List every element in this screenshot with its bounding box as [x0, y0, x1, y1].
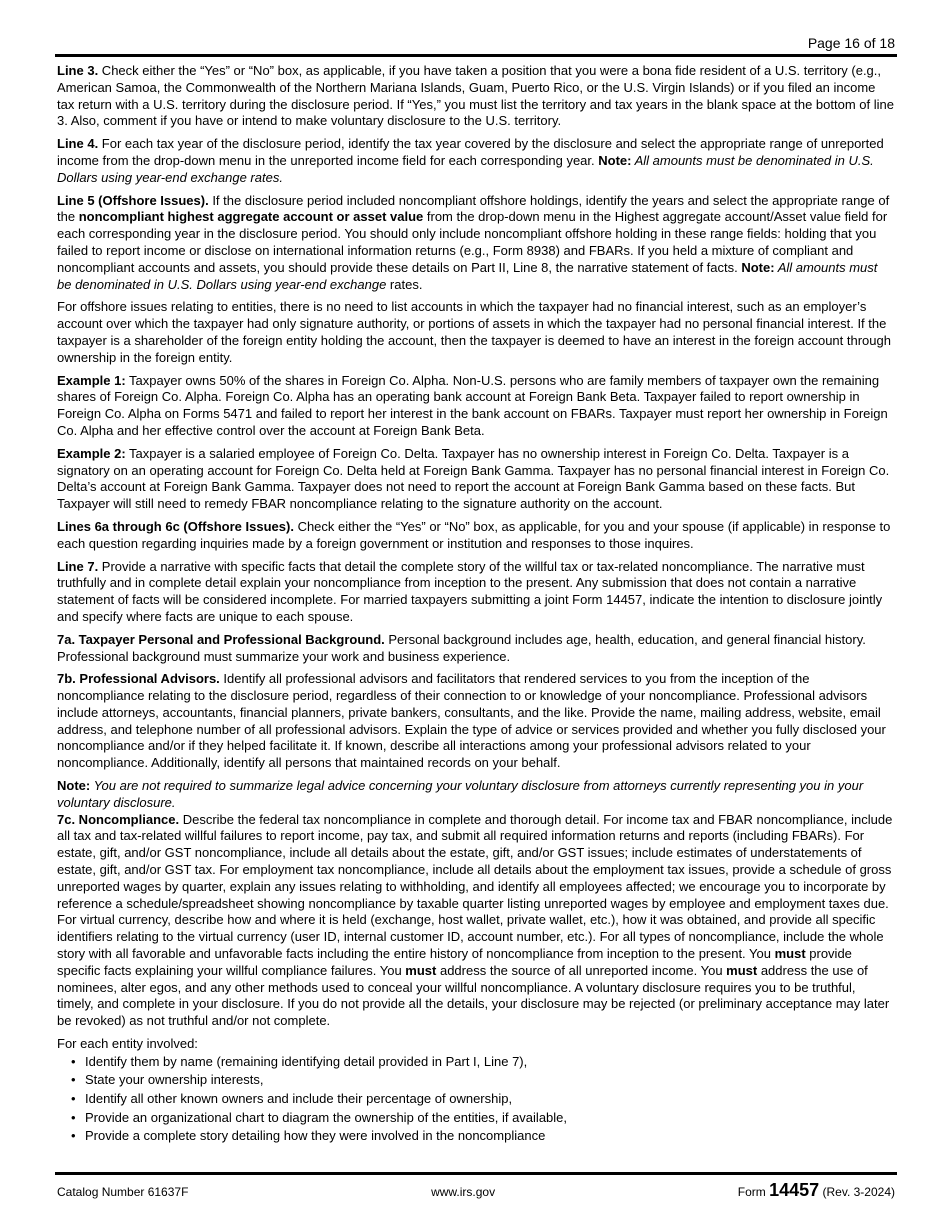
line-7c-paragraph: 7c. Noncompliance. Describe the federal tax noncompliance in complete and thorough detail. For income tax and FBAR noncompliance, include all tax and tax-related willful failures to report income, pay tax, and submit all required information returns and reports (including FBARs). For estate, gift, and/or GST noncompliance, include all details about the estate, gift, and/or GST issues; include estimates of understatements of estate, gift, and/or GST tax. For employment tax noncompliance, include all details about the employment tax issues, provide a schedule of gross unreported wages by quarter, explain any issues relating to withholding, and identify all employees affected; we encourage you to incorporate by reference a schedule/spreadsheet showing noncompliance by taxable quarter listing unreported wages by employee and employment taxes due. For virtual currency, describe how and where it is held (exchange, host wallet, private wallet, etc.), how it was obtained, and provide all specific identifiers relating to the virtual currency (user ID, internal customer ID, account number, etc.). For all types of noncompliance, include the whole story with all favorable and unfavorable facts including the entire history of noncompliance from inception to the present. You must provide specific facts explaining your willful compliance failures. You must address the source of all unreported income. You must address the use of nominees, alter egos, and any other methods used to conceal your willful noncompliance. A voluntary disclosure requires you to be truthful, timely, and complete in your disclosure. If you do not provide all the details, your disclosure may be rejected (or preliminary acceptance may later be revoked) as not truthful and/or not complete.	[57, 811, 893, 1029]
line-7c-heading: 7c. Noncompliance.	[57, 811, 180, 827]
example-2-paragraph: Example 2: Taxpayer is a salaried employee of Foreign Co. Delta. Taxpayer has no ownership interest in Foreign Co. Delta. Taxpayer is a signatory on an operating account for Foreign Co. Delta held at Foreign Bank Gamma. Taxpayer has no personal financial interest in Foreign Co. Delta’s account at Foreign Bank Gamma. Taxpayer does not need to report the account at Foreign Bank Gamma based on these facts. But Taxpayer will still need to remedy FBAR noncompliance relating to the signature authority on the account.	[57, 445, 890, 512]
header-rule	[55, 54, 897, 57]
offshore-entities-paragraph: For offshore issues relating to entities, there is no need to list accounts in which the taxpayer had no financial interest, such as an employer’s account over which the taxpayer had only signature authority, or portions of assets in which the taxpayer had no personal financial interest. If the taxpayer is a shareholder of the foreign entity holding the account, then the taxpayer is deemed to have an interest in the foreign account through ownership in the foreign entity.	[57, 299, 891, 365]
line-7-heading: Line 7.	[57, 558, 99, 574]
example-1-heading: Example 1:	[57, 372, 126, 388]
note-7b-paragraph: Note: You are not required to summarize legal advice concerning your voluntary disclosure from attorneys currently representing you in your voluntary disclosure.	[57, 778, 864, 810]
form-number: 14457	[769, 1180, 820, 1200]
entity-intro: For each entity involved:	[57, 1036, 198, 1052]
list-item: • State your ownership interests,	[71, 1071, 895, 1090]
line-7a-paragraph: 7a. Taxpayer Personal and Professional Background. Personal background includes age, health, education, and general financial history. Professional background must summarize your work and business experience.	[57, 631, 866, 664]
line-4-paragraph: Line 4. For each tax year of the disclosure period, identify the tax year covered by the disclosure and select the appropriate range of unreported income from the drop-down menu in the unreported income field for each corresponding year. Note: All amounts must be denominated in U.S. Dollars using year-end exchange rates.	[57, 136, 884, 185]
line-5-heading: Line 5 (Offshore Issues).	[57, 192, 209, 208]
example-2-heading: Example 2:	[57, 445, 126, 461]
line-7-paragraph: Line 7. Provide a narrative with specific facts that detail the complete story of the willful tax or tax-related noncompliance. The narrative must truthfully and in complete detail explain your noncompliance from inception to the present. Any submission that does not contain a narrative statement of facts will be considered incomplete. For married taxpayers submitting a joint Form 14457, indicate the intention to disclosure jointly and specify where facts are unique to each spouse.	[57, 558, 883, 624]
list-item: • Provide an organizational chart to diagram the ownership of the entities, if available,	[71, 1109, 895, 1128]
instructions-body	[57, 63, 895, 1146]
line-7a-heading: 7a. Taxpayer Personal and Professional Background.	[57, 631, 385, 647]
page-footer	[57, 1180, 895, 1201]
line-7b-paragraph: 7b. Professional Advisors. Identify all professional advisors and facilitators that rendered services to you from the inception of the noncompliance relating to the disclosure period, regardless of their connection to or knowledge of your noncompliance. Professional advisors include attorneys, accountants, financial planners, private bankers, consultants, and the like. Provide the name, mailing address, website, email address, and telephone number of all professional advisors. Explain the type of advice or services provided and whether you fully disclosed your noncompliance and/or if they helped facilitate it. If known, describe all interactions among your professional advisors related to your noncompliance. Additionally, identify all persons that maintained records on your behalf.	[57, 671, 886, 771]
form-identifier: Form 14457 (Rev. 3-2024)	[737, 1180, 895, 1200]
lines-6-heading: Lines 6a through 6c (Offshore Issues).	[57, 518, 294, 534]
example-1-paragraph: Example 1: Taxpayer owns 50% of the shares in Foreign Co. Alpha. Non-U.S. persons who are family members of taxpayer own the remaining shares of Foreign Co. Alpha. Foreign Co. Alpha has an operating bank account at Foreign Bank Beta. Taxpayer failed to report ownership in Foreign Co. Alpha on Forms 5471 and failed to report her interest in the bank account on FBARs. Taxpayer must report her ownership in Foreign Co. Alpha and her effective control over the account at Foreign Bank Beta.	[57, 372, 888, 438]
line-3-paragraph: Line 3. Check either the “Yes” or “No” box, as applicable, if you have taken a position that you were a bona fide resident of a U.S. territory (e.g., American Samoa, the Commonwealth of the Northern Mariana Islands, Guam, Puerto Rico, or the U.S. Virgin Islands) or if you filed an income tax return with a U.S. territory during the disclosure period. If “Yes,” you must list the territory and tax years in the blank space at the bottom of line 3. Also, comment if you have or intend to make voluntary disclosure to the U.S. territory.	[57, 63, 894, 129]
page-number: Page 16 of 18	[807, 35, 895, 51]
website-link[interactable]: www.irs.gov	[431, 1185, 496, 1199]
list-item: • Identify them by name (remaining identifying detail provided in Part I, Line 7),	[71, 1053, 895, 1072]
line-5-paragraph: Line 5 (Offshore Issues). If the disclosure period included noncompliant offshore holdings, identify the years and select the appropriate range of the noncompliant highest aggregate account or asset value from the drop-down menu in the Highest aggregate account/Asset value field for each corresponding year in the disclosure period. You should only include noncompliant offshore holding in these range fields: holding that you failed to report income or disclose on international information returns (e.g., Form 8938) and FBARs. If you held a mixture of compliant and noncompliant accounts and assets, you should provide these details on Part II, Line 8, the narrative statement of facts. Note: All amounts must be denominated in U.S. Dollars using year-end exchange rates.	[57, 192, 890, 292]
list-item: • Provide a complete story detailing how they were involved in the noncompliance	[71, 1127, 895, 1146]
catalog-number: Catalog Number 61637F	[57, 1185, 189, 1199]
lines-6-paragraph: Lines 6a through 6c (Offshore Issues). Check either the “Yes” or “No” box, as applicable, for you and your spouse (if applicable) in response to each question regarding inquiries made by a foreign government or institution and responses to those inquires.	[57, 518, 891, 551]
entity-list	[57, 1053, 895, 1146]
list-item: • Identify all other known owners and include their percentage of ownership,	[71, 1090, 895, 1109]
line-7b-heading: 7b. Professional Advisors.	[57, 671, 220, 687]
line-3-heading: Line 3.	[57, 63, 99, 78]
footer-rule	[55, 1172, 897, 1175]
line-4-heading: Line 4.	[57, 136, 99, 152]
